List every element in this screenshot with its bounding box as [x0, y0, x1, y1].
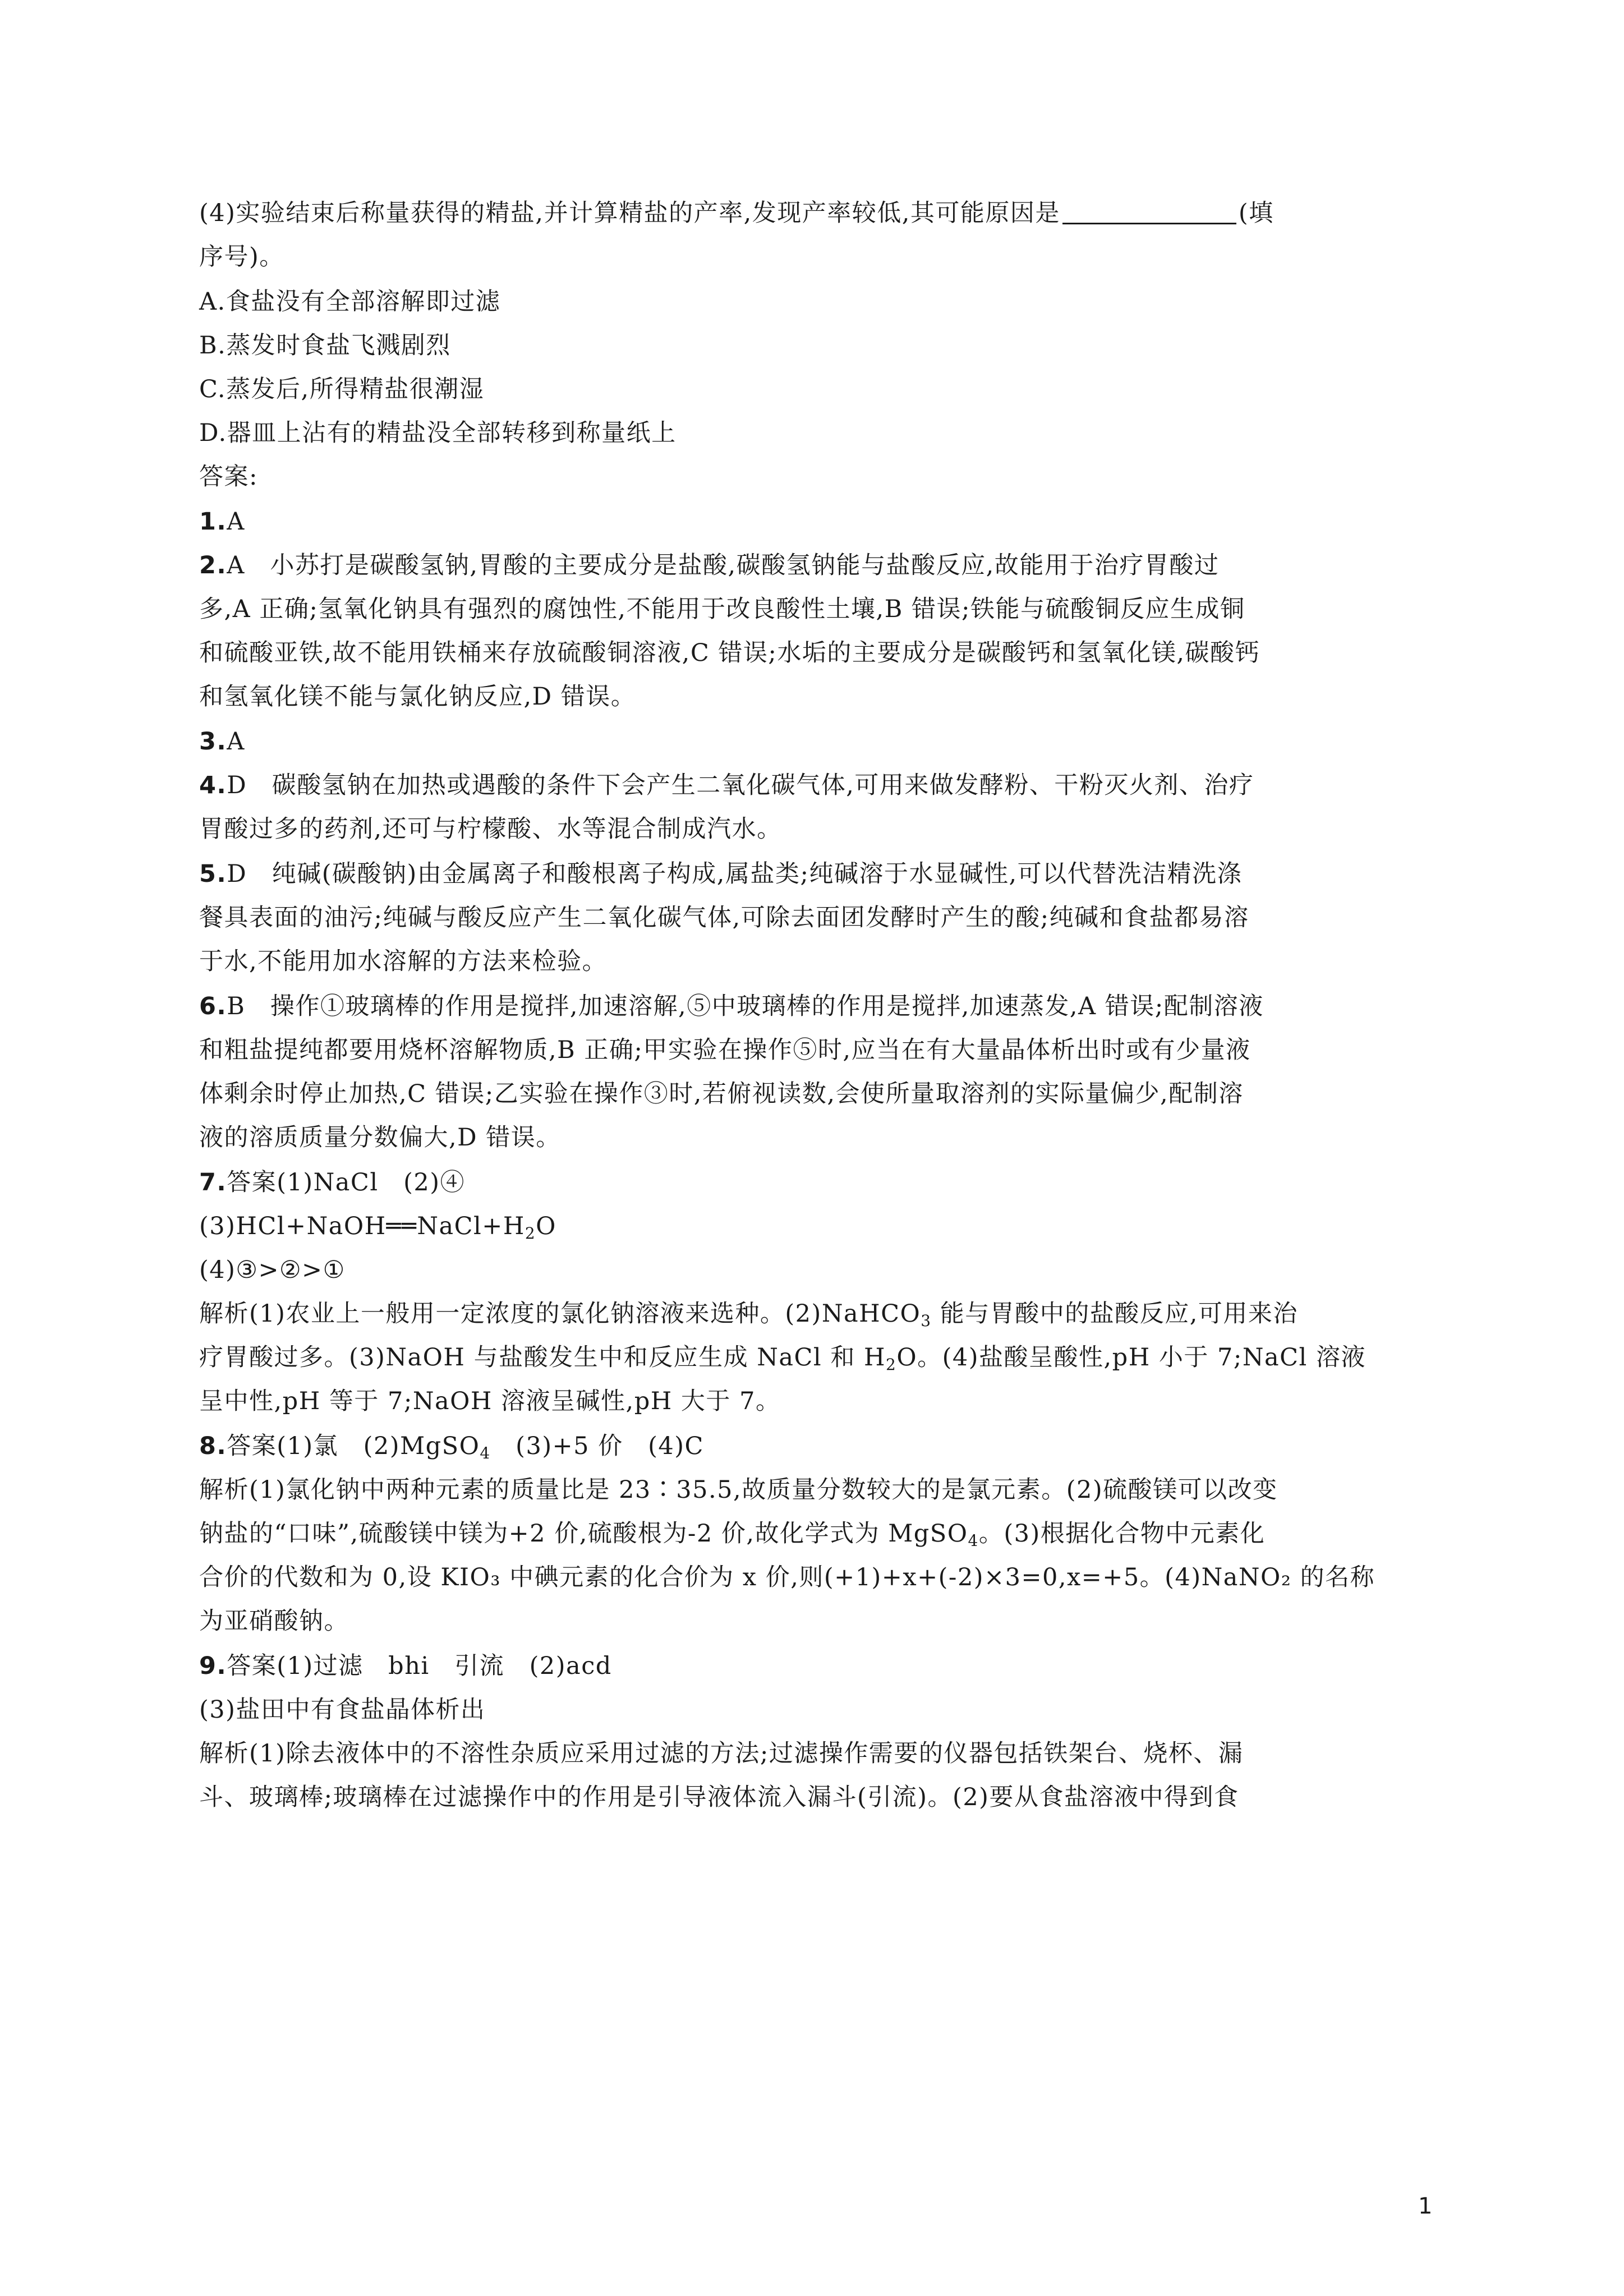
answer-7-line-1: [199, 1166, 465, 1199]
answer-4-line-2: 胃酸过多的药剂,还可与柠檬酸、水等混合制成汽水。: [199, 815, 782, 843]
answer-2-line-1: [199, 549, 1219, 582]
answer-number: 3.: [199, 728, 227, 756]
answer-text: D 碳酸氢钠在加热或遇酸的条件下会产生二氧化碳气体,可用来做发酵粉、干粉灭火剂、治疗: [227, 771, 1254, 799]
answer-6-line-1: [199, 990, 1264, 1023]
answer-1: [199, 505, 245, 539]
answer-9-line-2: (3)盐田中有食盐晶体析出: [199, 1696, 486, 1724]
answer-2-line-2: 多,A 正确;氢氧化钠具有强烈的腐蚀性,不能用于改良酸性土壤,B 错误;铁能与硫酸铜反应生成铜: [199, 595, 1245, 623]
answer-8-explanation-2: 钠盐的“口味”,硫酸镁中镁为+2 价,硫酸根为-2 价,故化学式为 MgSO$_4$。(3)根据化合物中元素化: [199, 1520, 1266, 1550]
answer-text: A 小苏打是碳酸氢钠,胃酸的主要成分是盐酸,碳酸氢钠能与盐酸反应,故能用于治疗胃酸过: [227, 551, 1220, 579]
answer-text: A: [227, 728, 245, 756]
answer-6-line-3: 体剩余时停止加热,C 错误;乙实验在操作③时,若俯视读数,会使所量取溶剂的实际量偏少,配制溶: [199, 1080, 1244, 1108]
answer-5-line-3: 于水,不能用加水溶解的方法来检验。: [199, 947, 608, 976]
answer-text: 答案(1)NaCl (2)④: [227, 1168, 465, 1197]
question-4-text: (4)实验结束后称量获得的精盐,并计算精盐的产率,发现产率较低,其可能原因是: [199, 199, 1060, 227]
option-c: C.蒸发后,所得精盐很潮湿: [199, 375, 485, 403]
answer-number: 9.: [199, 1652, 227, 1680]
answer-9-explanation-2: 斗、玻璃棒;玻璃棒在过滤操作中的作用是引导液体流入漏斗(引流)。(2)要从食盐溶液中得到食: [199, 1783, 1239, 1811]
answer-2-line-4: 和氢氧化镁不能与氯化钠反应,D 错误。: [199, 683, 636, 711]
answer-9-line-1: [199, 1649, 612, 1683]
answer-number: 6.: [199, 992, 227, 1020]
answer-text: A: [227, 508, 245, 536]
page-number: 1: [1418, 2193, 1433, 2219]
option-a: A.食盐没有全部溶解即过滤: [199, 288, 501, 316]
question-4-line-1: [199, 196, 1274, 230]
answer-number: 2.: [199, 551, 227, 579]
answer-number: 1.: [199, 508, 227, 536]
answer-7-line-2: $(3)HCl+NaOH══NaCl+H_2O$: [199, 1212, 556, 1243]
answer-5-line-1: [199, 857, 1242, 891]
answer-3: [199, 725, 245, 758]
answer-8-line-1: 8.答案(1)氯 (2)MgSO$_4$ (3)+5 价 (4)C: [199, 1432, 704, 1462]
answer-7-explanation-2: 疗胃酸过多。(3)NaOH 与盐酸发生中和反应生成 NaCl 和 $H_2O$。(4)盐酸呈酸性,pH 小于 7;NaCl 溶液: [199, 1343, 1366, 1374]
answer-7-line-3: (4)③>②>①: [199, 1256, 346, 1284]
answer-5-line-2: 餐具表面的油污;纯碱与酸反应产生二氧化碳气体,可除去面团发酵时产生的酸;纯碱和食盐都易溶: [199, 904, 1249, 932]
answer-6-line-4: 液的溶质质量分数偏大,D 错误。: [199, 1124, 561, 1152]
answers-heading: 答案:: [199, 463, 258, 491]
answer-4-line-1: [199, 769, 1254, 802]
answer-7-explanation-1: 解析(1)农业上一般用一定浓度的氯化钠溶液来选种。(2)NaHCO$_3$ 能与胃酸中的盐酸反应,可用来治: [199, 1300, 1298, 1330]
answer-text: D 纯碱(碳酸钠)由金属离子和酸根离子构成,属盐类;纯碱溶于水显碱性,可以代替洗洁精洗涤: [227, 860, 1243, 888]
answer-8-explanation-3: 合价的代数和为 0,设 KIO₃ 中碘元素的化合价为 x 价,则(+1)+x+(-2)×3=0,x=+5。(4)NaNO₂ 的名称: [199, 1563, 1375, 1591]
question-4-tail: (填: [1238, 199, 1274, 227]
answer-number: 4.: [199, 771, 227, 799]
answer-blank: [1062, 198, 1236, 224]
answer-number: 8.: [199, 1432, 227, 1460]
option-b: B.蒸发时食盐飞溅剧烈: [199, 332, 451, 360]
answer-8-explanation-1: 解析(1)氯化钠中两种元素的质量比是 23∶35.5,故质量分数较大的是氯元素。(2)硫酸镁可以改变: [199, 1476, 1278, 1504]
answer-8-explanation-4: 为亚硝酸钠。: [199, 1607, 349, 1635]
answer-number: 5.: [199, 860, 227, 888]
option-d: D.器皿上沾有的精盐没全部转移到称量纸上: [199, 419, 677, 447]
answer-text: 答案(1)过滤 bhi 引流 (2)acd: [227, 1652, 612, 1680]
answer-2-line-3: 和硫酸亚铁,故不能用铁桶来存放硫酸铜溶液,C 错误;水垢的主要成分是碳酸钙和氢氧化镁,碳酸钙: [199, 639, 1260, 667]
answer-text: B 操作①玻璃棒的作用是搅拌,加速溶解,⑤中玻璃棒的作用是搅拌,加速蒸发,A 错误;配制溶液: [227, 992, 1264, 1020]
answer-6-line-2: 和粗盐提纯都要用烧杯溶解物质,B 正确;甲实验在操作⑤时,应当在有大量晶体析出时或有少量液: [199, 1036, 1251, 1064]
answer-number: 7.: [199, 1168, 227, 1197]
answer-9-explanation-1: 解析(1)除去液体中的不溶性杂质应采用过滤的方法;过滤操作需要的仪器包括铁架台、烧杯、漏: [199, 1740, 1244, 1768]
answer-7-explanation-3: 呈中性,pH 等于 7;NaOH 溶液呈碱性,pH 大于 7。: [199, 1387, 781, 1415]
question-4-line-2: 序号)。: [199, 243, 284, 271]
